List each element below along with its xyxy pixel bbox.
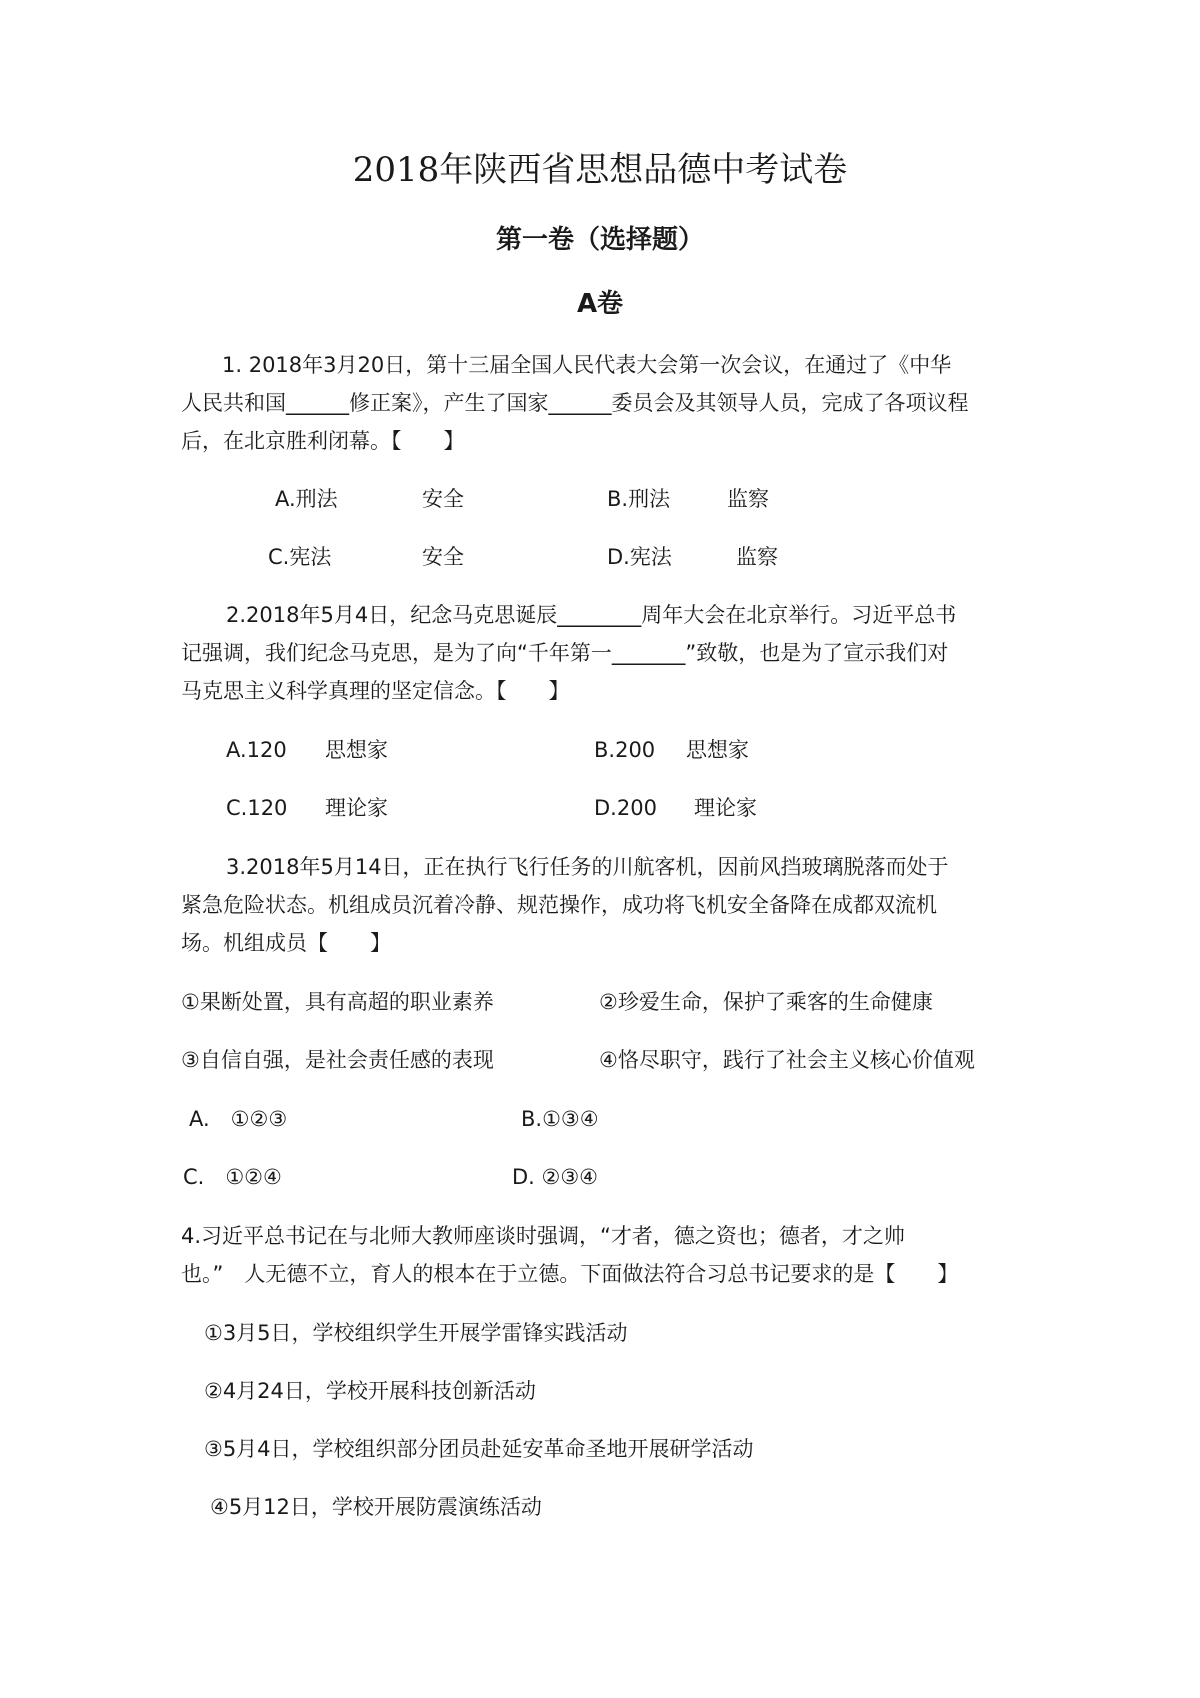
q2-line-3: 马克思主义科学真理的坚定信念。【 】 [181, 679, 570, 703]
q4-statement-3: ③5月4日，学校组织部分团员赴延安革命圣地开展研学活动 [204, 1437, 754, 1461]
q1-option-c-label: C.宪法 [268, 545, 332, 569]
q4-line-2: 也。” 人无德不立，育人的根本在于立德。下面做法符合习总书记要求的是【 】 [181, 1262, 959, 1286]
q2-line-2: 记强调，我们纪念马克思，是为了向“千年第一_______”致敬，也是为了宣示我们对 [181, 641, 949, 665]
q2-option-c-label: C.120 [226, 796, 288, 820]
q3-line-3: 场。机组成员【 】 [181, 931, 391, 955]
q1-line-3: 后，在北京胜利闭幕。【 】 [181, 429, 465, 453]
q3-option-d: D. ②③④ [512, 1165, 598, 1189]
q1-option-c-value: 安全 [422, 545, 464, 569]
paper-heading: A卷 [576, 289, 624, 319]
q3-option-a: A. ①②③ [189, 1107, 288, 1131]
part-heading: 第一卷（选择题） [495, 225, 704, 255]
q3-statement-3: ③自信自强，是社会责任感的表现 [181, 1048, 494, 1072]
q2-line-1: 2.2018年5月4日，纪念马克思诞辰________周年大会在北京举行。习近平总书 [226, 603, 957, 627]
q1-option-b-label: B.刑法 [607, 487, 671, 511]
q1-line-1: 1. 2018年3月20日，第十三届全国人民代表大会第一次会议，在通过了《中华 [222, 353, 952, 377]
q3-line-1: 3.2018年5月14日，正在执行飞行任务的川航客机，因前风挡玻璃脱落而处于 [226, 855, 949, 879]
q4-statement-4: ④5月12日，学校开展防震演练活动 [210, 1495, 542, 1519]
q3-option-c: C. ①②④ [183, 1165, 282, 1189]
q4-line-1: 4.习近平总书记在与北师大教师座谈时强调，“才者，德之资也；德者，才之帅 [181, 1224, 905, 1248]
q2-option-c-value: 理论家 [325, 796, 388, 820]
q1-option-a-label: A.刑法 [275, 487, 338, 511]
q2-option-d-value: 理论家 [694, 796, 757, 820]
q2-option-a-value: 思想家 [325, 738, 388, 762]
q4-statement-1: ①3月5日，学校组织学生开展学雷锋实践活动 [204, 1321, 628, 1345]
q3-statement-1: ①果断处置，具有高超的职业素养 [181, 990, 494, 1014]
q2-option-b-value: 思想家 [686, 738, 749, 762]
q1-option-a-value: 安全 [422, 487, 464, 511]
q2-option-a-label: A.120 [226, 738, 287, 762]
q3-line-2: 紧急危险状态。机组成员沉着冷静、规范操作，成功将飞机安全备降在成都双流机 [181, 893, 937, 917]
q2-option-b-label: B.200 [594, 738, 656, 762]
exam-title: 2018年陕西省思想品德中考试卷 [352, 150, 848, 190]
q3-statement-2: ②珍爱生命，保护了乘客的生命健康 [599, 990, 933, 1014]
q2-option-d-label: D.200 [594, 796, 657, 820]
q1-option-d-value: 监察 [736, 545, 778, 569]
q3-statement-4: ④恪尽职守，践行了社会主义核心价值观 [599, 1048, 975, 1072]
q1-line-2: 人民共和国______修正案》，产生了国家______委员会及其领导人员，完成了各项议程 [181, 391, 969, 415]
q4-statement-2: ②4月24日，学校开展科技创新活动 [204, 1379, 536, 1403]
q1-option-b-value: 监察 [727, 487, 769, 511]
q1-option-d-label: D.宪法 [607, 545, 672, 569]
q3-option-b: B.①③④ [521, 1107, 599, 1131]
